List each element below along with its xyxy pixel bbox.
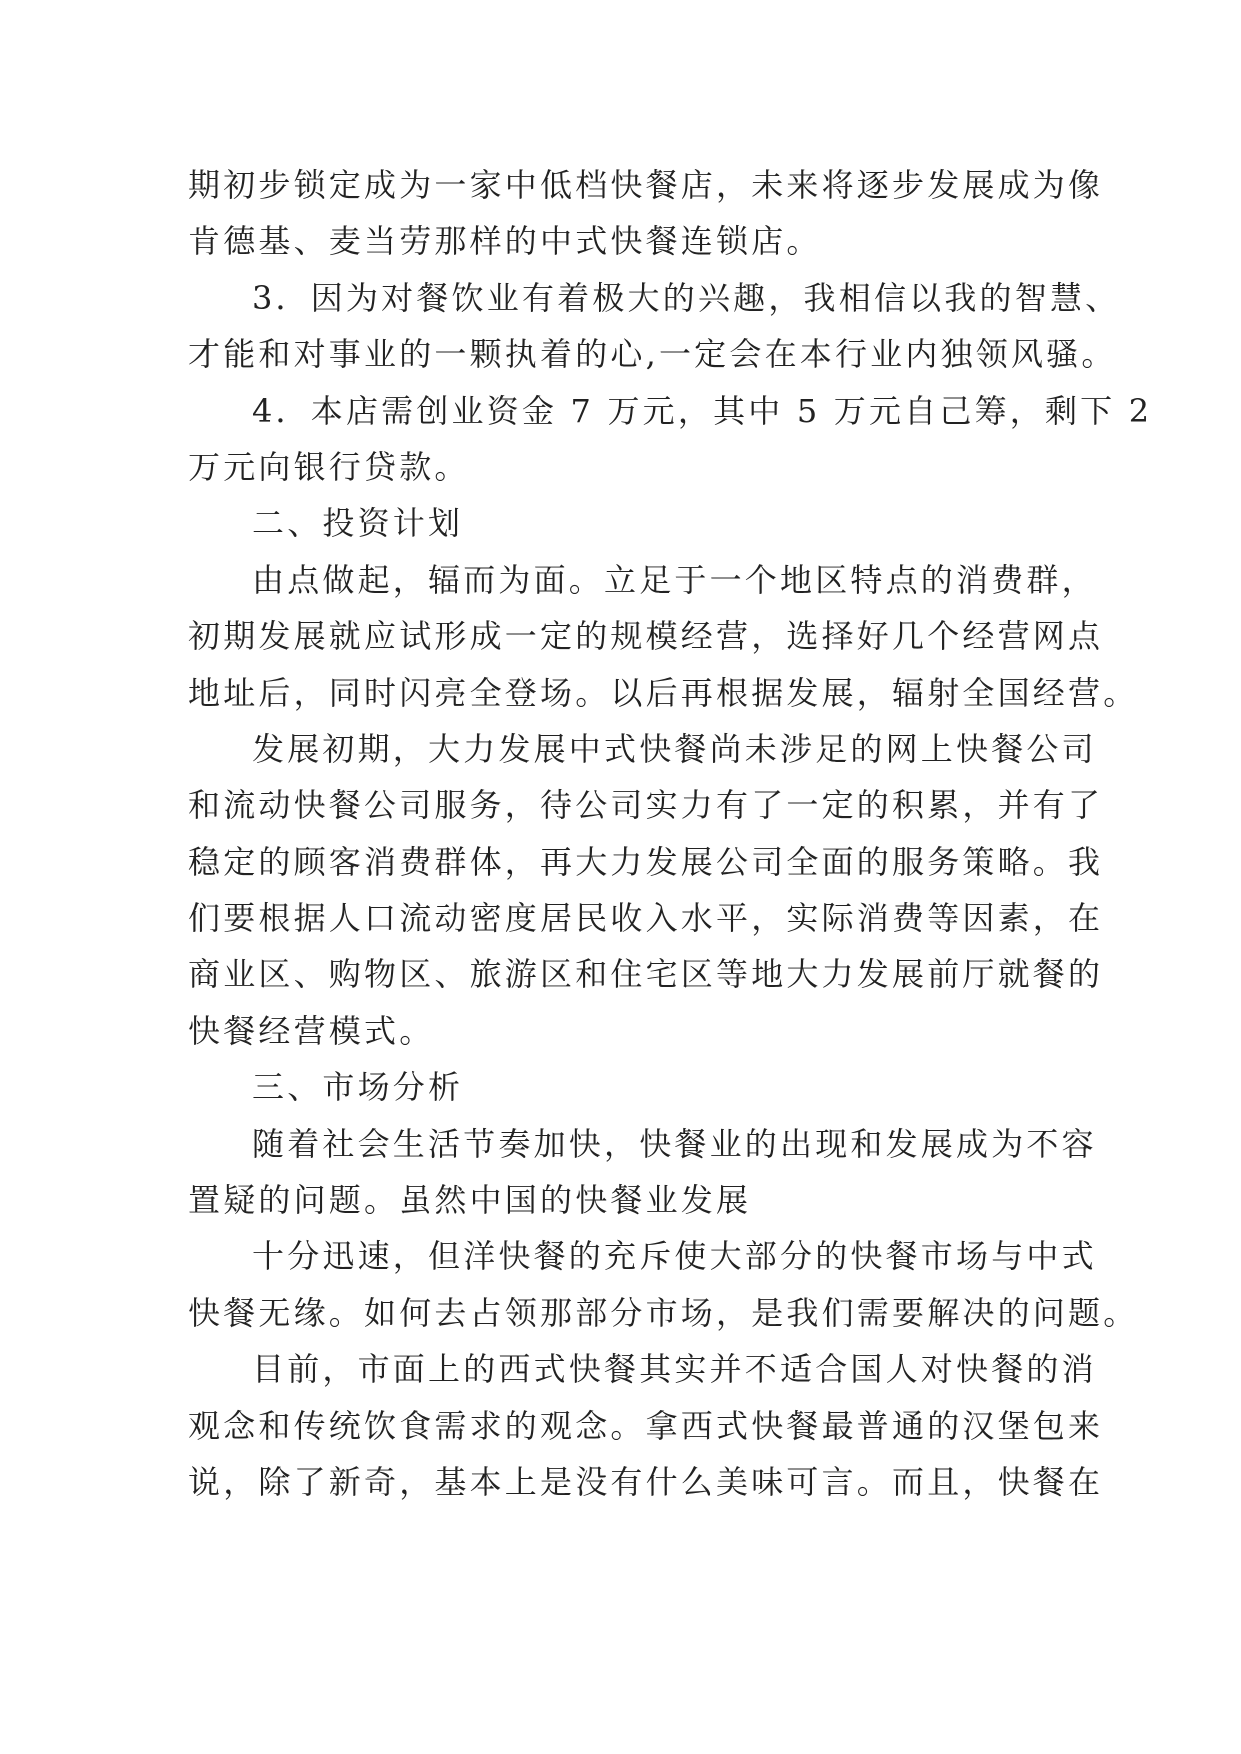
text-line: 说，除了新奇，基本上是没有什么美味可言。而且，快餐在 [188, 1462, 1104, 1501]
text-line: 期初步锁定成为一家中低档快餐店，未来将逐步发展成为像 [188, 166, 1104, 204]
text-line: 万元向银行贷款。 [188, 447, 470, 486]
text-line: 观念和传统饮食需求的观念。拿西式快餐最普通的汉堡包来 [188, 1406, 1104, 1445]
text-line: 快餐经营模式。 [188, 1011, 435, 1050]
text-line: 快餐无缘。如何去占领那部分市场，是我们需要解决的问题。 [188, 1293, 1139, 1332]
text-line: 由点做起，辐而为面。立足于一个地区特点的消费群， [252, 560, 1097, 599]
text-line: 们要根据人口流动密度居民收入水平，实际消费等因素，在 [188, 899, 1104, 938]
text-line: 商业区、购物区、旅游区和住宅区等地大力发展前厅就餐的 [188, 955, 1104, 994]
section-heading: 三、市场分析 [252, 1068, 464, 1107]
section-heading: 二、投资计划 [252, 504, 464, 543]
text-line: 和流动快餐公司服务，待公司实力有了一定的积累，并有了 [188, 786, 1104, 825]
text-line: 稳定的顾客消费群体，再大力发展公司全面的服务策略。我 [188, 842, 1104, 881]
body-text [188, 157, 1153, 1510]
text-line: 地址后，同时闪亮全登场。以后再根据发展，辐射全国经营。 [188, 673, 1139, 712]
text-line: 3．因为对餐饮业有着极大的兴趣，我相信以我的智慧、 [252, 278, 1121, 317]
text-line: 才能和对事业的一颗执着的心,一定会在本行业内独领风骚。 [188, 335, 1117, 374]
text-line: 目前，市面上的西式快餐其实并不适合国人对快餐的消 [252, 1350, 1097, 1389]
text-line: 发展初期，大力发展中式快餐尚未涉足的网上快餐公司 [252, 729, 1097, 768]
text-line: 随着社会生活节奏加快，快餐业的出现和发展成为不容 [252, 1124, 1097, 1163]
text-line: 置疑的问题。虽然中国的快餐业发展 [188, 1181, 752, 1220]
text-line: 十分迅速，但洋快餐的充斥使大部分的快餐市场与中式 [252, 1237, 1097, 1276]
text-line: 肯德基、麦当劳那样的中式快餐连锁店。 [188, 222, 822, 261]
text-line: 4．本店需创业资金 7 万元，其中 5 万元自己筹，剩下 2 [252, 391, 1153, 430]
text-line: 初期发展就应试形成一定的规模经营，选择好几个经营网点 [188, 617, 1104, 656]
